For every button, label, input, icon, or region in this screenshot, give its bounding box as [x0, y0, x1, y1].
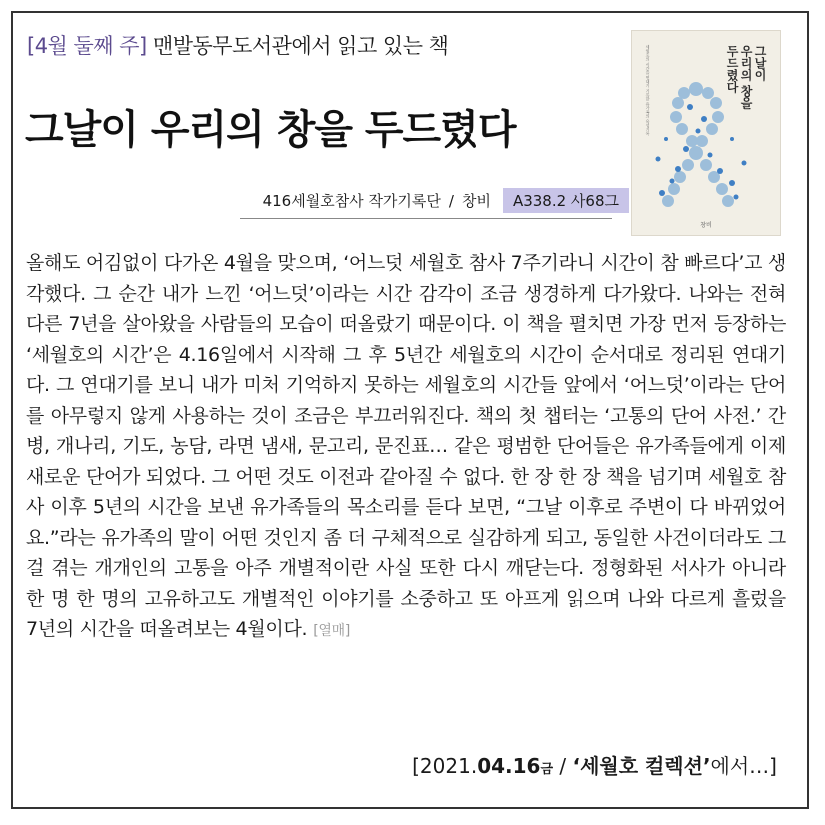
footer-open: [2021. — [412, 754, 478, 778]
call-number-badge: A338.2 사68그 — [503, 188, 629, 213]
header-line — [27, 30, 448, 60]
cover-illustration — [632, 31, 780, 235]
book-cover — [632, 31, 780, 235]
meta-separator: / — [448, 191, 454, 210]
review-paragraph: 올해도 어김없이 다가온 4월을 맞으며, ‘어느덧 세월호 참사 7주기라니 시간이 참 빠르다’고 생각했다. 그 순간 내가 느낀 ‘어느덧’이라는 시간 감각이 조금 생경하게 다가왔다. 나와는 전혀 다른 7년을 살아왔을 사람들의 모습이 떠올랐기 때문이다. 이 책을 펼치면 가장 먼저 등장하는 ‘세월호의 시간’은 4.16일에서 시작해 그 후 5년간 세월호의 시간이 순서대로 정리된 연대기다. 그 연대기를 보니 내가 미처 기억하지 못하는 세월호의 시간들 앞에서 ‘어느덧’이라는 단어를 아무렇지 않게 사용하는 것이 조금은 부끄러워진다. 책의 첫 챕터는 ‘고통의 단어 사전.’ 간병, 개나리, 기도, 농담, 라면 냄새, 문고리, 문진표… 같은 평범한 단어들은 유가족들에게 이제 새로운 단어가 되었다. 그 어떤 것도 이전과 같아질 수 없다. 한 장 한 장 책을 넘기며 세월호 참사 이후 5년의 시간을 보낸 유가족들의 목소리를 듣다 보면, “그날 이후로 주변이 다 바뀌었어요.”라는 유가족의 말이 어떤 것인지 좀 더 구체적으로 실감하게 되고, 동일한 사건이더라도 그걸 겪는 개개인의 고통을 아주 개별적이란 사실 또한 다시 깨닫는다. 정형화된 서사가 아니라 한 명 한 명의 고유하고도 개별적인 이야기를 소중하고 또 아프게 읽으며 나와 다르게 흘렀을 7년의 시간을 떠올려보는 4월이다. — [26, 252, 786, 640]
reviewer-tag: [열매] — [313, 623, 351, 639]
footer-suffix: 에서…] — [710, 754, 777, 778]
cover-title-line3: 두드렸다 — [725, 45, 739, 93]
book-meta — [263, 188, 629, 213]
header-description: 맨발동무도서관에서 읽고 있는 책 — [152, 34, 449, 58]
footer-separator: / — [553, 754, 573, 778]
footer-source — [412, 750, 777, 779]
cover-publisher-mark: 창비 — [700, 222, 712, 229]
book-author: 416세월호참사 작가기록단 — [262, 192, 441, 210]
footer-date: 04.16 — [477, 754, 541, 778]
divider — [240, 218, 612, 219]
book-title: 그날이 우리의 창을 두드렸다 — [25, 107, 516, 153]
cover-title-line2: 우리의 창을 — [739, 45, 753, 110]
review-body — [26, 248, 786, 647]
book-publisher: 창비 — [461, 192, 491, 210]
footer-day-of-week: 금 — [540, 762, 554, 777]
cover-subtitle: 세월호의 시간을 연대기 기록한 유가족의 육성기록 — [645, 45, 651, 136]
footer-collection: ‘세월호 컬렉션’ — [572, 754, 711, 778]
week-tag: [4월 둘째 주] — [27, 34, 147, 58]
cover-title-line1: 그날이 — [753, 45, 767, 81]
